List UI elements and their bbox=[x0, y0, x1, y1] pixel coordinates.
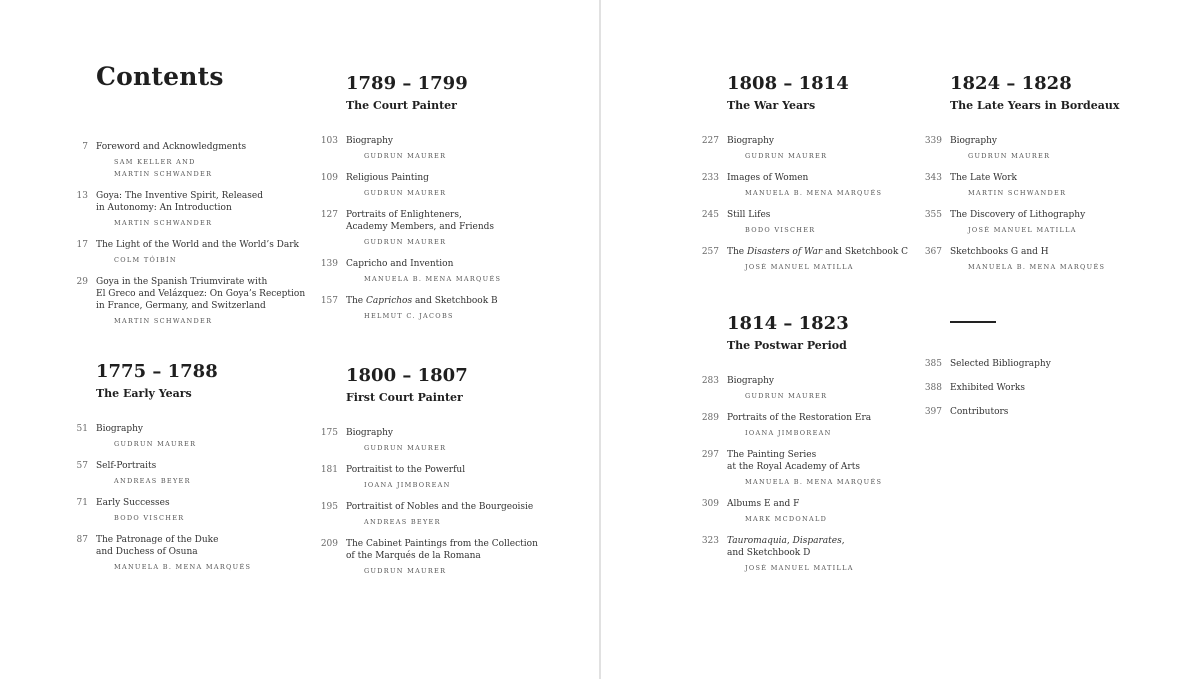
entry-title: The Late Work bbox=[950, 173, 1017, 183]
section-1800-1807 bbox=[320, 365, 566, 587]
page-number: 339 bbox=[924, 136, 942, 146]
entry-title: The Painting Series bbox=[727, 450, 817, 460]
toc-entry bbox=[924, 172, 1170, 199]
toc-entry bbox=[76, 423, 296, 450]
page-number: 367 bbox=[924, 247, 942, 257]
entry-author: GUDRUN MAURER bbox=[364, 152, 447, 160]
entry-author: MARTIN SCHWANDER bbox=[114, 317, 213, 325]
toc-entry bbox=[924, 406, 1170, 418]
entry-author: JOSÉ MANUEL MATILLA bbox=[968, 226, 1077, 234]
toc-entry bbox=[924, 358, 1170, 370]
toc-entry bbox=[320, 427, 566, 454]
toc-entry bbox=[82, 141, 296, 180]
section-years: 1824 – 1828 bbox=[950, 73, 1072, 94]
toc-entry bbox=[701, 535, 927, 574]
entry-title: Portraits of the Restoration Era bbox=[727, 413, 872, 423]
toc-entry bbox=[76, 497, 296, 524]
page-number: 289 bbox=[701, 413, 719, 423]
section-entries bbox=[924, 135, 1170, 273]
entry-title: Religious Painting bbox=[346, 173, 429, 183]
entry-author: MANUELA B. MENA MARQUÉS bbox=[968, 263, 1106, 271]
entry-title: The Caprichos and Sketchbook B bbox=[346, 296, 498, 306]
section-entries bbox=[320, 427, 566, 577]
entry-title: Selected Bibliography bbox=[950, 359, 1051, 369]
page-number: 139 bbox=[320, 259, 338, 269]
entry-title: Tauromaquia, Disparates, bbox=[727, 536, 845, 546]
page-number: 309 bbox=[701, 499, 719, 509]
page-number: 157 bbox=[320, 296, 338, 306]
entry-author: GUDRUN MAURER bbox=[114, 440, 197, 448]
section-1775-1788 bbox=[76, 361, 296, 583]
section-entries bbox=[320, 135, 566, 322]
entry-author: MANUELA B. MENA MARQUÉS bbox=[745, 189, 883, 197]
toc-entry bbox=[924, 246, 1170, 273]
page-number: 245 bbox=[701, 210, 719, 220]
toc-entry bbox=[924, 209, 1170, 236]
toc-entry bbox=[76, 534, 296, 573]
entry-title: Goya: The Inventive Spirit, Released bbox=[96, 191, 263, 201]
section-years: 1775 – 1788 bbox=[96, 361, 218, 382]
page-number: 297 bbox=[701, 450, 719, 460]
entry-author: GUDRUN MAURER bbox=[364, 189, 447, 197]
section-entries bbox=[701, 135, 927, 273]
page-number: 233 bbox=[701, 173, 719, 183]
section-subtitle: First Court Painter bbox=[346, 391, 463, 404]
page-number: 17 bbox=[76, 240, 88, 250]
section-years: 1808 – 1814 bbox=[727, 73, 849, 94]
entry-author: MARTIN SCHWANDER bbox=[968, 189, 1067, 197]
entry-author: MANUELA B. MENA MARQUÉS bbox=[745, 478, 883, 486]
entry-title: Early Successes bbox=[96, 498, 170, 508]
entry-title: Still Lifes bbox=[727, 210, 771, 220]
section-entries bbox=[76, 423, 296, 573]
entry-title: Portraitist of Nobles and the Bourgeoisie bbox=[346, 502, 534, 512]
page-number: 13 bbox=[76, 191, 88, 201]
entry-title: Sketchbooks G and H bbox=[950, 247, 1049, 257]
section-subtitle: The Court Painter bbox=[346, 99, 457, 112]
page-number: 343 bbox=[924, 173, 942, 183]
entry-title: Foreword and Acknowledgments bbox=[96, 142, 247, 152]
entry-title: Portraits of Enlighteners, bbox=[346, 210, 462, 220]
page-number: 51 bbox=[76, 424, 88, 434]
entry-title: and Sketchbook D bbox=[727, 548, 811, 558]
toc-entry bbox=[701, 209, 927, 236]
page-number: 29 bbox=[76, 277, 88, 287]
page-number: 397 bbox=[924, 407, 942, 417]
toc-entry bbox=[701, 172, 927, 199]
toc-entry bbox=[320, 538, 566, 577]
entry-title: Biography bbox=[346, 428, 393, 438]
entry-author: GUDRUN MAURER bbox=[968, 152, 1051, 160]
page-number: 227 bbox=[701, 136, 719, 146]
section-years: 1789 – 1799 bbox=[346, 73, 468, 94]
entry-title: Capricho and Invention bbox=[346, 259, 454, 269]
entry-author: MANUELA B. MENA MARQUÉS bbox=[364, 275, 502, 283]
toc-entry bbox=[76, 190, 296, 229]
toc-entry bbox=[701, 449, 927, 488]
entry-author: MANUELA B. MENA MARQUÉS bbox=[114, 563, 252, 571]
entry-author: GUDRUN MAURER bbox=[745, 152, 828, 160]
entry-title: and Duchess of Osuna bbox=[96, 547, 198, 557]
entry-author: GUDRUN MAURER bbox=[364, 238, 447, 246]
toc-entry bbox=[76, 276, 306, 327]
entry-title: Biography bbox=[96, 424, 143, 434]
entry-title: Albums E and F bbox=[727, 499, 800, 509]
section-subtitle: The Late Years in Bordeaux bbox=[950, 99, 1120, 112]
toc-entry bbox=[320, 172, 566, 199]
entry-author: ANDREAS BEYER bbox=[364, 518, 441, 526]
page-number: 175 bbox=[320, 428, 338, 438]
section-years: 1800 – 1807 bbox=[346, 365, 468, 386]
entry-title: The Cabinet Paintings from the Collection bbox=[346, 539, 538, 549]
entry-title: Exhibited Works bbox=[950, 383, 1025, 393]
page-number: 57 bbox=[76, 461, 88, 471]
entry-author: GUDRUN MAURER bbox=[364, 567, 447, 575]
page-number: 127 bbox=[320, 210, 338, 220]
entry-title: Portraitist to the Powerful bbox=[346, 465, 466, 475]
entry-title: Academy Members, and Friends bbox=[346, 222, 494, 232]
entry-author: COLM TÓIBÍN bbox=[114, 256, 177, 264]
section-subtitle: The Postwar Period bbox=[727, 339, 847, 352]
entry-author: IOANA JIMBOREAN bbox=[745, 429, 832, 437]
entry-author: GUDRUN MAURER bbox=[364, 444, 447, 452]
contents-title: Contents bbox=[96, 62, 224, 91]
page-number: 181 bbox=[320, 465, 338, 475]
entry-author: SAM KELLER AND bbox=[114, 158, 196, 166]
entry-author: HELMUT C. JACOBS bbox=[364, 312, 454, 320]
section-1808-1814 bbox=[701, 73, 927, 283]
entry-title: Biography bbox=[727, 376, 774, 386]
toc-entry bbox=[76, 239, 300, 266]
toc-entry bbox=[76, 460, 296, 487]
intro-entries bbox=[76, 141, 306, 337]
entry-title: Images of Women bbox=[727, 173, 809, 183]
toc-entry bbox=[320, 464, 566, 491]
page-number: 257 bbox=[701, 247, 719, 257]
toc-entry bbox=[924, 382, 1170, 394]
entry-author: IOANA JIMBOREAN bbox=[364, 481, 451, 489]
entry-title: Contributors bbox=[950, 407, 1009, 417]
entry-author: MARTIN SCHWANDER bbox=[114, 219, 213, 227]
page-number: 109 bbox=[320, 173, 338, 183]
entry-author: JOSÉ MANUEL MATILLA bbox=[745, 564, 854, 572]
entry-title: Biography bbox=[346, 136, 393, 146]
entry-title: El Greco and Velázquez: On Goya’s Reception bbox=[96, 289, 306, 299]
page-number: 87 bbox=[76, 535, 88, 545]
page-number: 103 bbox=[320, 136, 338, 146]
entry-title: Goya in the Spanish Triumvirate with bbox=[96, 277, 268, 287]
section-years: 1814 – 1823 bbox=[727, 313, 849, 334]
toc-entry bbox=[320, 258, 566, 285]
page-number: 195 bbox=[320, 502, 338, 512]
entry-title: The Patronage of the Duke bbox=[96, 535, 219, 545]
entry-title: The Discovery of Lithography bbox=[950, 210, 1086, 220]
entry-title: at the Royal Academy of Arts bbox=[727, 462, 860, 472]
entry-title: The Disasters of War and Sketchbook C bbox=[727, 247, 909, 257]
toc-entry bbox=[320, 501, 566, 528]
page-number: 388 bbox=[924, 383, 942, 393]
entry-title: The Light of the World and the World’s Dark bbox=[96, 240, 300, 250]
entry-author: ANDREAS BEYER bbox=[114, 477, 191, 485]
page-number: 385 bbox=[924, 359, 942, 369]
entry-title: Self-Portraits bbox=[96, 461, 157, 471]
toc-entry bbox=[924, 135, 1170, 162]
section-1814-1823 bbox=[701, 313, 927, 584]
toc-entry bbox=[320, 135, 566, 162]
toc-entry bbox=[320, 295, 566, 322]
page-number: 209 bbox=[320, 539, 338, 549]
entry-title: Biography bbox=[950, 136, 997, 146]
page-number: 7 bbox=[82, 142, 88, 152]
section-1789-1799 bbox=[320, 73, 566, 332]
page-number: 323 bbox=[701, 536, 719, 546]
entry-title: in Autonomy: An Introduction bbox=[96, 203, 232, 213]
page-number: 71 bbox=[76, 498, 88, 508]
toc-entry bbox=[701, 246, 927, 273]
section-1824-1828 bbox=[924, 73, 1170, 283]
section-subtitle: The War Years bbox=[727, 99, 816, 112]
entry-title: Biography bbox=[727, 136, 774, 146]
entry-title: of the Marqués de la Romana bbox=[346, 551, 481, 561]
entry-author: BODO VISCHER bbox=[114, 514, 185, 522]
toc-entry bbox=[320, 209, 566, 248]
section-subtitle: The Early Years bbox=[96, 387, 192, 400]
entry-author: MARK MCDONALD bbox=[745, 515, 828, 523]
back-matter bbox=[924, 358, 1170, 430]
entry-title: in France, Germany, and Switzerland bbox=[96, 301, 266, 311]
entry-author: BODO VISCHER bbox=[745, 226, 816, 234]
entry-author: MARTIN SCHWANDER bbox=[114, 170, 213, 178]
entry-author: GUDRUN MAURER bbox=[745, 392, 828, 400]
entry-author: JOSÉ MANUEL MATILLA bbox=[745, 263, 854, 271]
toc-entry bbox=[701, 375, 927, 402]
page-number: 283 bbox=[701, 376, 719, 386]
toc-entry bbox=[701, 135, 927, 162]
toc-entry bbox=[701, 498, 927, 525]
page-gutter bbox=[599, 0, 601, 679]
page-number: 355 bbox=[924, 210, 942, 220]
section-entries bbox=[701, 375, 927, 574]
divider-rule bbox=[950, 321, 996, 323]
toc-entry bbox=[701, 412, 927, 439]
